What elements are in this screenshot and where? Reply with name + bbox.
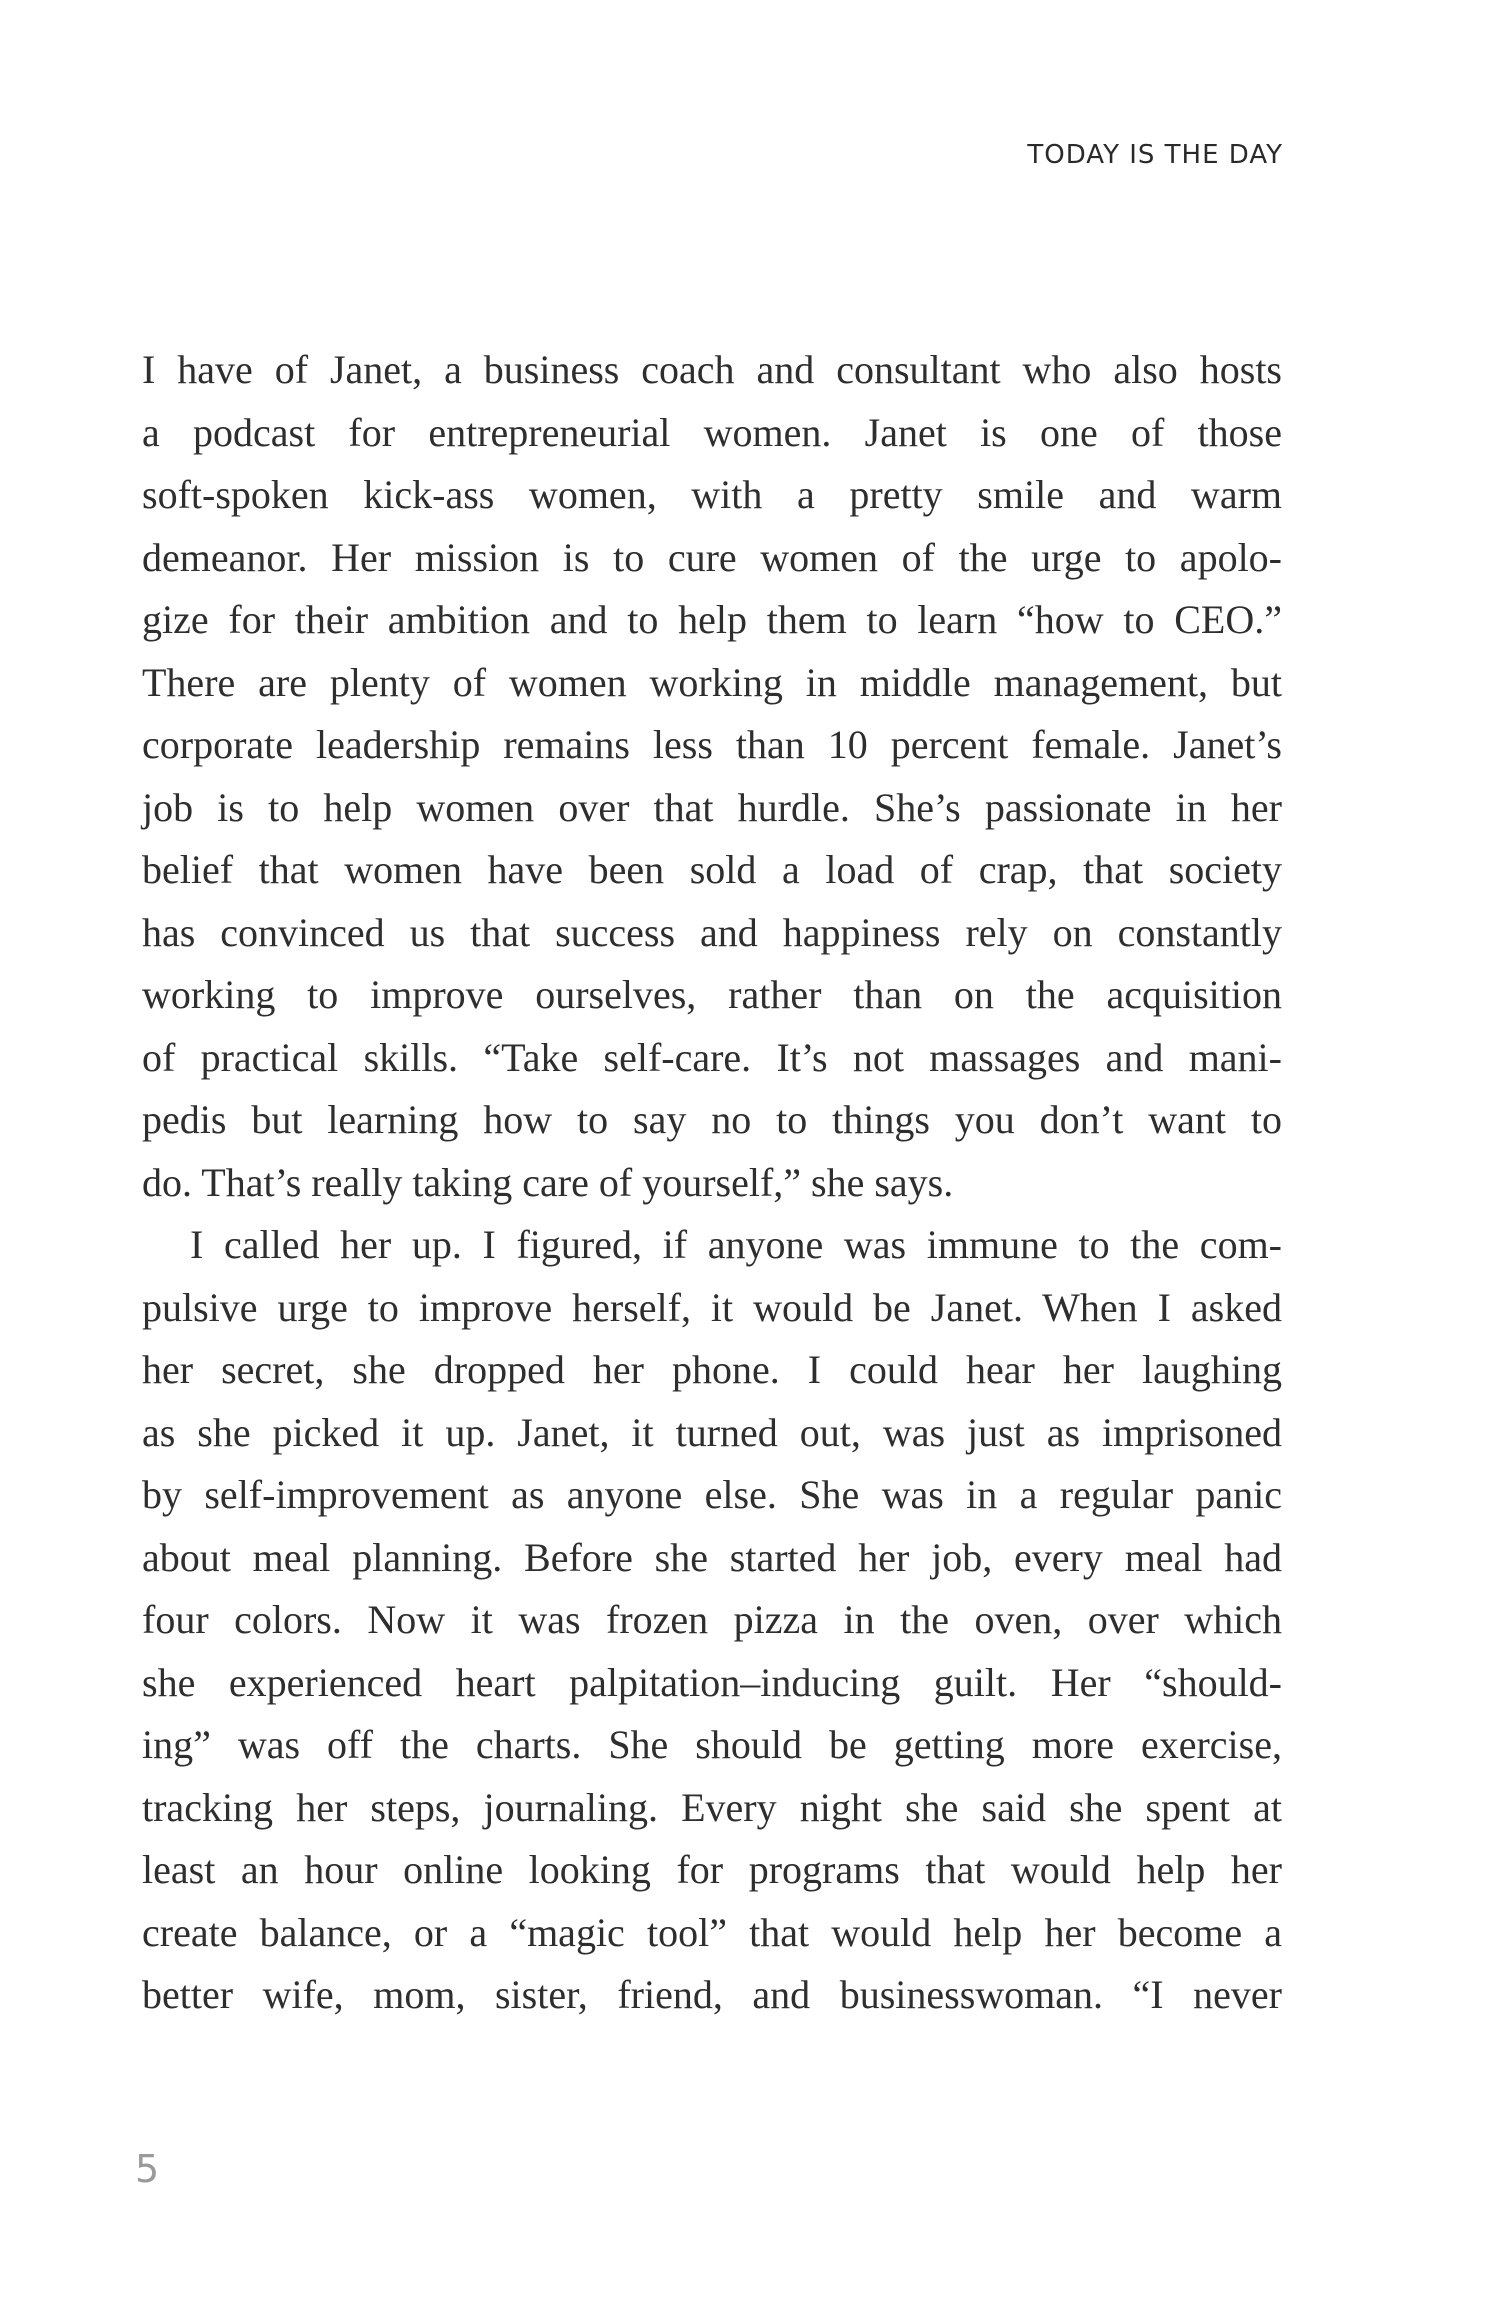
text-line: do. That’s really taking care of yourself,” she says. [142, 1159, 954, 1205]
text-line: pedis but learning how to say no to things you don’t want to [142, 1097, 1282, 1142]
text-line: There are plenty of women working in middle management, but [142, 659, 1282, 705]
text-line: a podcast for entrepreneurial women. Janet is one of those [142, 409, 1282, 455]
text-line: job is to help women over that hurdle. She’s passionate in her [142, 784, 1282, 830]
text-line: she experienced heart palpitation–inducing guilt. Her “should- [142, 1659, 1282, 1705]
text-line: corporate leadership remains less than 10 percent female. Janet’s [142, 722, 1282, 767]
text-line: least an hour online looking for programs that would help her [142, 1847, 1282, 1892]
text-line: about meal planning. Before she started her job, every meal had [142, 1534, 1282, 1580]
text-line: soft-spoken kick-ass women, with a pretty smile and warm [142, 472, 1282, 517]
text-line: gize for their ambition and to help them to learn “how to CEO.” [142, 597, 1282, 642]
running-head: TODAY IS THE DAY [1027, 140, 1283, 170]
text-line: four colors. Now it was frozen pizza in the oven, over which [142, 1597, 1282, 1642]
text-line: create balance, or a “magic tool” that would help her become a [142, 1909, 1282, 1955]
text-line: by self-improvement as anyone else. She was in a regular panic [142, 1472, 1282, 1517]
text-line: of practical skills. “Take self-care. It’s not massages and mani- [142, 1034, 1282, 1080]
text-line: ing” was off the charts. She should be getting more exercise, [142, 1722, 1282, 1767]
text-line: I have of Janet, a business coach and consultant who also hosts [142, 347, 1282, 392]
text-line: working to improve ourselves, rather than on the acquisition [142, 972, 1282, 1017]
text-line: as she picked it up. Janet, it turned out, was just as imprisoned [142, 1409, 1282, 1455]
text-line: tracking her steps, journaling. Every night she said she spent at [142, 1784, 1282, 1830]
text-line: her secret, she dropped her phone. I could hear her laughing [142, 1347, 1282, 1392]
page-number: 5 [135, 2147, 160, 2191]
text-line: has convinced us that success and happiness rely on constantly [142, 909, 1282, 955]
text-line: demeanor. Her mission is to cure women of the urge to apolo- [142, 534, 1282, 580]
body-text [142, 339, 1282, 2027]
text-line: I called her up. I figured, if anyone was immune to the com- [190, 1222, 1282, 1267]
text-line: pulsive urge to improve herself, it would be Janet. When I asked [142, 1284, 1282, 1330]
text-line: better wife, mom, sister, friend, and businesswoman. “I never [142, 1972, 1282, 2017]
text-line: belief that women have been sold a load of crap, that society [142, 847, 1282, 892]
